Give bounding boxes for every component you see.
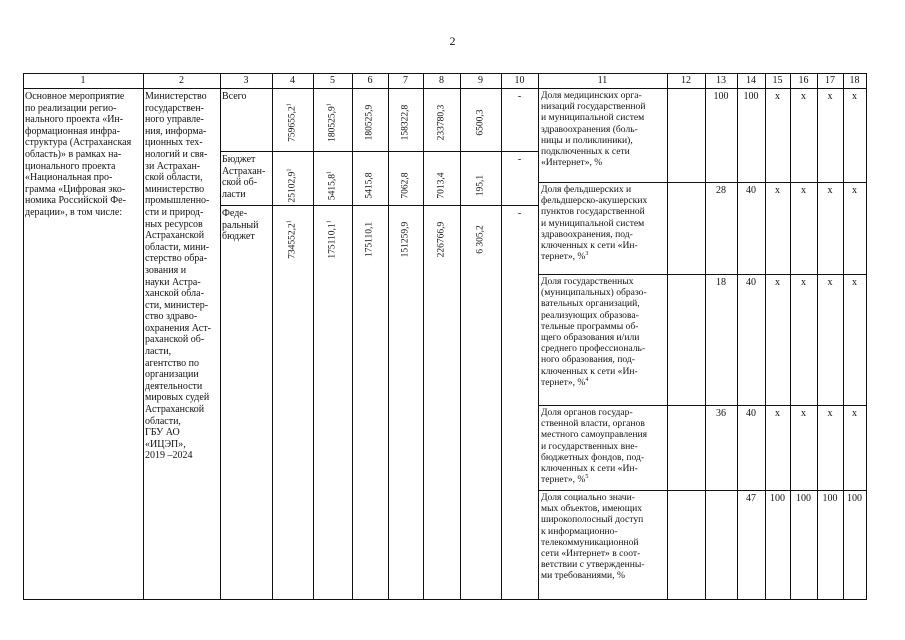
indicator-value: x [852, 408, 857, 419]
column-divider [667, 73, 668, 600]
funding-value [436, 210, 447, 270]
funding-value-number: 7013,4 [436, 172, 446, 199]
indicator-value: x [801, 408, 806, 419]
funding-value-number: 25102,9 [287, 171, 297, 203]
funding-row-divider [220, 151, 538, 152]
column-divider [790, 73, 791, 600]
indicator-value: x [775, 408, 780, 419]
column-number: 5 [330, 75, 335, 86]
indicator-label: Доля социально значи- мых объектов, имеющих широкополосный доступ к информационно- телекоммуникационной сети «Интернет» в соот- ветствии с утвержденны- ми требованиями, % [541, 492, 645, 582]
funding-dash: - [517, 154, 522, 165]
indicator-text [541, 492, 664, 582]
indicator-value: 40 [746, 185, 756, 196]
footnote-mark: 1 [285, 103, 292, 107]
funding-value-number: 180525,9 [327, 106, 337, 142]
funding-value [287, 156, 298, 216]
column-number: 8 [439, 75, 444, 86]
column-divider [843, 73, 844, 600]
column-divider [272, 73, 273, 600]
funding-value [327, 210, 338, 270]
column-divider [352, 73, 353, 600]
funding-value [400, 156, 411, 216]
column-divider [538, 73, 539, 600]
column-number: 14 [746, 75, 756, 86]
funding-value [287, 93, 298, 153]
column-number: 18 [849, 75, 860, 86]
executors-text: Министерство государствен- ного управле- ния, информа- ционных тех- нологий и свя- зи Астрахан- ской области, министерство промышленно- сти и природ- ных ресурсов Астраханской области, мини- стерство обра- зования и науки Астра- ханской обла- сти, министер- ство здраво- охранения Аст- раханской об- ласти, агентство по организации деятельности мировых судей Астраханской области, ГБУ АО «ИЦЭП», 2019 –2024 [145, 91, 211, 462]
indicator-label: Доля медицинских орга- низаций государственной и муниципальной систем здравоохранения (боль- ницы и поликлиники), подключенных к сети «Интернет», % [541, 90, 646, 169]
column-number: 9 [478, 75, 483, 86]
indicator-row-divider [538, 405, 866, 406]
funding-value-number: 5415,8 [327, 173, 337, 201]
column-divider [501, 73, 502, 600]
indicator-value: x [852, 91, 857, 102]
column-number: 4 [290, 75, 295, 86]
indicator-value: x [801, 91, 806, 102]
footnote-mark: 3 [585, 251, 589, 258]
footnote-mark: 1 [285, 168, 292, 172]
column-divider [705, 73, 706, 600]
funding-value [475, 93, 486, 153]
footnote-mark: 1 [325, 170, 332, 174]
funding-source: Феде- ральный бюджет [222, 208, 259, 243]
funding-value-number: 151259,9 [400, 221, 410, 258]
header-divider [23, 88, 867, 89]
program-table [23, 73, 866, 599]
indicator-row-divider [538, 182, 866, 183]
column-number: 12 [681, 75, 691, 86]
indicator-value: x [775, 277, 780, 288]
funding-value-number: 195,1 [475, 174, 485, 197]
funding-dash: - [517, 208, 522, 219]
funding-value [475, 156, 486, 216]
column-number: 10 [514, 75, 525, 86]
indicator-value: 100 [770, 493, 785, 504]
indicator-value: x [801, 277, 806, 288]
column-number: 6 [367, 75, 373, 86]
column-number: 15 [772, 75, 783, 86]
indicator-value: 47 [746, 493, 756, 504]
column-divider [765, 73, 766, 600]
funding-value-number: 734552,2 [287, 223, 297, 259]
indicator-value: x [827, 91, 833, 102]
funding-value-number: 175110,1 [327, 223, 337, 259]
column-divider [143, 73, 144, 600]
indicator-text [541, 407, 664, 485]
indicator-value: x [827, 277, 833, 288]
indicator-value: x [775, 91, 780, 102]
footnote-mark: 5 [585, 474, 589, 481]
funding-value [365, 156, 376, 216]
funding-value [400, 210, 411, 270]
footnote-mark: 1 [325, 103, 332, 107]
indicator-label: Доля органов государ- ственной власти, органов местного самоуправления и государственных вне- бюджетных фондов, под- ключенных к сети «Ин- тернет», % [541, 407, 648, 486]
indicator-value: 18 [716, 277, 726, 288]
indicator-value: x [801, 185, 806, 196]
indicator-text [541, 276, 664, 388]
indicator-value: 40 [746, 277, 756, 288]
funding-value [400, 93, 411, 153]
funding-value-number: 233780,3 [436, 104, 446, 141]
funding-value-number: 7062,8 [400, 172, 410, 199]
funding-value-number: 5415,8 [364, 172, 375, 199]
column-divider [313, 73, 314, 600]
column-number: 17 [825, 75, 835, 86]
column-divider [220, 73, 221, 600]
footnote-mark: 1 [285, 220, 292, 224]
funding-value [327, 156, 338, 216]
funding-value-number: 759655,2 [287, 106, 297, 142]
funding-value-number: 226766,9 [436, 221, 446, 258]
activity-description: Основное мероприятие по реализации регио- нального проекта «Ин- формационная инфра- структура (Астраханская область)» в рамках на- ционального проекта «Национальная про- грамма «Цифровая эко- номика Российской Фе- дерации», в том числе: [25, 91, 132, 218]
indicator-value: 100 [847, 493, 862, 504]
footnote-mark: 4 [585, 376, 589, 383]
column-number: 7 [403, 75, 408, 86]
column-divider [737, 73, 738, 600]
indicator-label: Доля фельдшерских и фельдшерско-акушерских пунктов государственной и муниципальной систем здравоохранения, под- ключенных к сети «Ин- тернет», % [541, 184, 648, 263]
indicator-row-divider [538, 274, 866, 275]
funding-source: Бюджет Астрахан- ской об- ласти [222, 154, 266, 200]
column-number: 2 [179, 75, 184, 86]
indicator-value: 100 [743, 91, 759, 102]
funding-value [365, 93, 376, 153]
indicator-value: 40 [746, 408, 756, 419]
funding-row-divider [220, 205, 538, 206]
column-number: 1 [80, 75, 86, 86]
indicator-value: 36 [716, 408, 726, 419]
column-divider [817, 73, 818, 600]
funding-value [287, 210, 298, 270]
column-divider [23, 73, 24, 600]
funding-value [436, 93, 447, 153]
page-number: 2 [449, 34, 456, 48]
indicator-text [541, 184, 664, 262]
indicator-text [541, 90, 664, 168]
column-number: 11 [597, 75, 608, 86]
indicator-value: x [827, 185, 833, 196]
footnote-mark: 1 [325, 220, 332, 224]
indicator-value: 100 [796, 493, 811, 504]
column-divider [423, 73, 424, 600]
column-divider [460, 73, 461, 600]
indicator-value: x [775, 185, 780, 196]
funding-value-number: 158322,8 [400, 104, 410, 141]
indicator-value: 100 [713, 91, 729, 102]
funding-dash: - [517, 91, 522, 102]
column-number: 13 [716, 75, 726, 86]
table-border-bottom [23, 599, 867, 600]
funding-value [365, 210, 376, 270]
column-divider [866, 73, 867, 600]
indicator-value: x [852, 277, 857, 288]
funding-value-number: 6500,3 [475, 109, 485, 136]
indicator-value: 28 [716, 185, 726, 196]
funding-source: Всего [222, 91, 247, 102]
indicator-value: 100 [822, 493, 838, 504]
column-number: 3 [243, 75, 249, 86]
funding-value-number: 175110,1 [364, 221, 375, 258]
funding-value [475, 210, 486, 270]
funding-value [436, 156, 447, 216]
funding-value [327, 93, 338, 153]
column-divider [388, 73, 389, 600]
indicator-label: Доля государственных (муниципальных) образо- вательных организаций, реализующих образова- тельные программы об- щего образования и/или среднего профессиональ- ного образования, под- ключенных к сети «Ин- тернет», % [541, 276, 647, 388]
indicator-value: x [852, 185, 857, 196]
funding-value-number: 180525,9 [364, 104, 375, 141]
indicator-row-divider [538, 490, 866, 491]
column-number: 16 [798, 75, 809, 86]
indicator-value: x [827, 408, 833, 419]
funding-value-number: 6 305,2 [475, 225, 485, 254]
